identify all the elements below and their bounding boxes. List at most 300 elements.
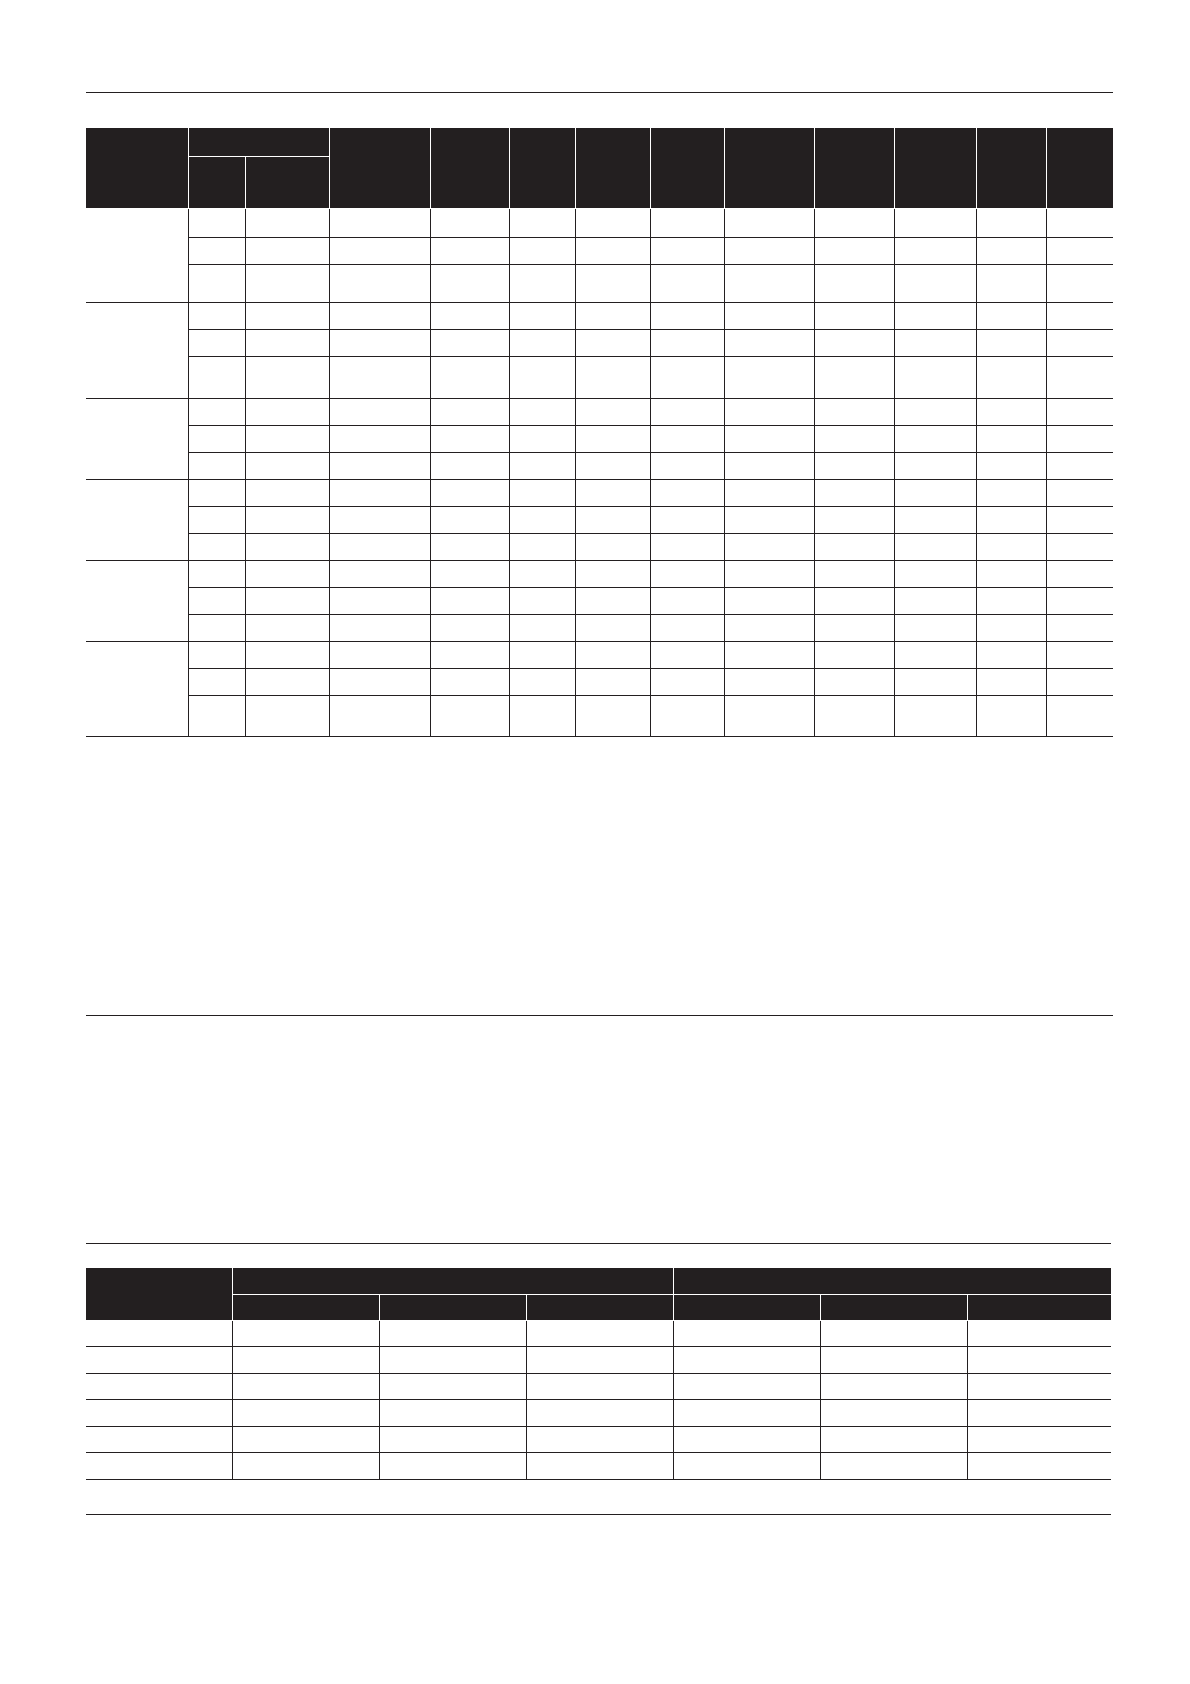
table-cell: [673, 1453, 820, 1480]
table-cell: [894, 560, 976, 587]
table-cell: [509, 302, 575, 329]
header-subcell: [232, 1294, 379, 1320]
table-row: [86, 641, 1113, 668]
section-rule: [86, 1243, 1111, 1244]
table-cell: [814, 641, 894, 668]
table-body: [86, 208, 1113, 736]
header-cell: [430, 128, 509, 208]
table-cell: [188, 452, 245, 479]
table-cell: [1046, 533, 1113, 560]
table-cell: [329, 302, 430, 329]
table-cell: [1046, 302, 1113, 329]
table-cell: [650, 479, 724, 506]
header-group-cell: [188, 128, 329, 156]
table-cell: [329, 398, 430, 425]
table-cell: [232, 1400, 379, 1427]
table-cell: [976, 398, 1046, 425]
table-cell: [650, 641, 724, 668]
table-cell: [650, 208, 724, 237]
table-cell: [188, 302, 245, 329]
table-cell: [509, 208, 575, 237]
table-cell: [329, 560, 430, 587]
table-cell: [575, 506, 650, 533]
table-row: [86, 506, 1113, 533]
table-cell: [976, 641, 1046, 668]
table-cell: [1046, 614, 1113, 641]
table-cell: [509, 668, 575, 695]
table-row: [86, 1426, 1111, 1453]
table-cell: [188, 695, 245, 736]
table-cell: [894, 641, 976, 668]
table-row: [86, 237, 1113, 264]
header-subcell: [967, 1294, 1111, 1320]
table-row: [86, 1347, 1111, 1374]
table-cell: [329, 695, 430, 736]
table-cell: [1046, 237, 1113, 264]
table-cell: [894, 533, 976, 560]
table-cell: [724, 479, 814, 506]
table-cell: [575, 356, 650, 398]
table-cell: [509, 398, 575, 425]
table-cell: [976, 479, 1046, 506]
table-cell: [329, 425, 430, 452]
table-cell: [379, 1320, 526, 1347]
table-cell: [430, 506, 509, 533]
table-cell: [1046, 560, 1113, 587]
table-cell: [1046, 398, 1113, 425]
table-row: [86, 1373, 1111, 1400]
table-cell: [526, 1453, 673, 1480]
table-cell: [509, 695, 575, 736]
table-cell: [430, 302, 509, 329]
table-cell: [894, 506, 976, 533]
table-cell: [245, 614, 329, 641]
table-cell: [329, 641, 430, 668]
table-row: [86, 695, 1113, 736]
table-row: [86, 587, 1113, 614]
table-cell: [820, 1453, 967, 1480]
summary-table: [86, 1268, 1111, 1480]
header-cell: [650, 128, 724, 208]
table-cell: [575, 425, 650, 452]
header-cell: [86, 128, 188, 208]
table-cell: [814, 329, 894, 356]
table-cell: [976, 237, 1046, 264]
table-cell: [894, 398, 976, 425]
row-label-cell: [86, 1373, 232, 1400]
table-cell: [894, 425, 976, 452]
table-cell: [673, 1400, 820, 1427]
table-cell: [814, 506, 894, 533]
table-cell: [724, 560, 814, 587]
table-cell: [650, 452, 724, 479]
table-cell: [814, 695, 894, 736]
table-cell: [509, 425, 575, 452]
table-cell: [673, 1426, 820, 1453]
table-cell: [894, 668, 976, 695]
table-row: [86, 208, 1113, 237]
table-cell: [430, 560, 509, 587]
table-body: [86, 1320, 1111, 1479]
header-cell: [575, 128, 650, 208]
table-cell: [188, 506, 245, 533]
table-cell: [650, 356, 724, 398]
table-cell: [894, 587, 976, 614]
table-cell: [1046, 587, 1113, 614]
header-group-cell: [673, 1268, 1111, 1294]
table-cell: [650, 560, 724, 587]
header-cell: [329, 128, 430, 208]
table-cell: [188, 398, 245, 425]
row-label-cell: [86, 1320, 232, 1347]
table-cell: [976, 208, 1046, 237]
table-cell: [673, 1347, 820, 1374]
table-cell: [814, 533, 894, 560]
table-cell: [575, 641, 650, 668]
table-cell: [976, 506, 1046, 533]
group-label-cell: [86, 560, 188, 641]
table-cell: [430, 237, 509, 264]
table-cell: [430, 587, 509, 614]
table-row: [86, 1320, 1111, 1347]
header-subcell: [820, 1294, 967, 1320]
table-cell: [673, 1373, 820, 1400]
group-label-cell: [86, 641, 188, 736]
table-cell: [379, 1426, 526, 1453]
table-cell: [724, 425, 814, 452]
table-cell: [575, 614, 650, 641]
row-label-cell: [86, 1453, 232, 1480]
table-cell: [724, 237, 814, 264]
table-cell: [650, 614, 724, 641]
header-cell: [509, 128, 575, 208]
table-cell: [509, 479, 575, 506]
table-cell: [894, 302, 976, 329]
table-cell: [650, 329, 724, 356]
table-cell: [976, 329, 1046, 356]
table-cell: [245, 264, 329, 302]
table-cell: [575, 264, 650, 302]
table-cell: [245, 329, 329, 356]
table-cell: [245, 695, 329, 736]
table-cell: [329, 668, 430, 695]
table-cell: [188, 329, 245, 356]
table-cell: [894, 695, 976, 736]
table-cell: [650, 668, 724, 695]
table-cell: [245, 479, 329, 506]
table-cell: [188, 641, 245, 668]
table-cell: [509, 614, 575, 641]
table-cell: [329, 264, 430, 302]
table-cell: [814, 587, 894, 614]
header-subcell: [673, 1294, 820, 1320]
table-header: [86, 1268, 1111, 1320]
table-cell: [724, 695, 814, 736]
table-cell: [967, 1373, 1111, 1400]
table-cell: [329, 237, 430, 264]
table-cell: [814, 237, 894, 264]
table-cell: [430, 641, 509, 668]
table-cell: [232, 1453, 379, 1480]
table-cell: [188, 356, 245, 398]
table-cell: [575, 237, 650, 264]
table-cell: [1046, 264, 1113, 302]
table-cell: [188, 533, 245, 560]
table-cell: [575, 398, 650, 425]
specification-table: [86, 128, 1113, 737]
table-cell: [976, 356, 1046, 398]
table-cell: [430, 329, 509, 356]
table-cell: [724, 208, 814, 237]
table-cell: [245, 641, 329, 668]
table-cell: [814, 264, 894, 302]
table-cell: [820, 1426, 967, 1453]
group-label-cell: [86, 302, 188, 398]
table-cell: [232, 1373, 379, 1400]
table-cell: [575, 479, 650, 506]
table-cell: [820, 1320, 967, 1347]
table-cell: [1046, 695, 1113, 736]
table-row: [86, 398, 1113, 425]
bottom-rule: [86, 1514, 1111, 1515]
table-cell: [245, 425, 329, 452]
table-cell: [976, 587, 1046, 614]
table-cell: [509, 329, 575, 356]
table-cell: [724, 329, 814, 356]
table-cell: [430, 398, 509, 425]
header-cell: [814, 128, 894, 208]
table-cell: [967, 1320, 1111, 1347]
table-cell: [509, 560, 575, 587]
table-cell: [188, 668, 245, 695]
table-cell: [650, 506, 724, 533]
table-cell: [976, 264, 1046, 302]
header-cell: [724, 128, 814, 208]
group-label-cell: [86, 208, 188, 302]
table-row: [86, 1453, 1111, 1480]
table-cell: [526, 1400, 673, 1427]
row-label-cell: [86, 1400, 232, 1427]
header-cell: [1046, 128, 1113, 208]
table-cell: [814, 560, 894, 587]
table-cell: [894, 356, 976, 398]
table-cell: [430, 533, 509, 560]
table-cell: [976, 452, 1046, 479]
table-cell: [650, 587, 724, 614]
table-cell: [379, 1373, 526, 1400]
table-cell: [575, 208, 650, 237]
table-cell: [976, 695, 1046, 736]
table-cell: [575, 452, 650, 479]
group-label-cell: [86, 479, 188, 560]
table-cell: [820, 1347, 967, 1374]
table-cell: [379, 1400, 526, 1427]
table-cell: [509, 264, 575, 302]
table-cell: [894, 237, 976, 264]
table-cell: [245, 452, 329, 479]
header-cell: [86, 1268, 232, 1320]
table-cell: [724, 452, 814, 479]
table-cell: [650, 302, 724, 329]
table-cell: [894, 614, 976, 641]
table-cell: [1046, 356, 1113, 398]
table-cell: [724, 302, 814, 329]
table-cell: [188, 237, 245, 264]
table-cell: [575, 668, 650, 695]
table-cell: [509, 533, 575, 560]
table-cell: [245, 533, 329, 560]
table-cell: [509, 452, 575, 479]
table-cell: [1046, 425, 1113, 452]
table-row: [86, 1400, 1111, 1427]
table-cell: [232, 1320, 379, 1347]
table-cell: [967, 1453, 1111, 1480]
table-row: [86, 479, 1113, 506]
table-cell: [232, 1347, 379, 1374]
table-cell: [724, 587, 814, 614]
table-cell: [188, 614, 245, 641]
table-cell: [1046, 641, 1113, 668]
table-cell: [967, 1347, 1111, 1374]
header-cell: [976, 128, 1046, 208]
table-cell: [430, 208, 509, 237]
table-cell: [379, 1347, 526, 1374]
table-cell: [575, 560, 650, 587]
table-cell: [1046, 329, 1113, 356]
header-subcell: [188, 156, 245, 208]
group-label-cell: [86, 398, 188, 479]
table-cell: [650, 695, 724, 736]
table-cell: [724, 641, 814, 668]
table-cell: [814, 302, 894, 329]
table-cell: [245, 302, 329, 329]
table-cell: [509, 641, 575, 668]
table-cell: [650, 264, 724, 302]
table-row: [86, 452, 1113, 479]
table-cell: [673, 1320, 820, 1347]
table-cell: [379, 1453, 526, 1480]
table-cell: [814, 614, 894, 641]
table-cell: [814, 398, 894, 425]
table-cell: [188, 264, 245, 302]
row-label-cell: [86, 1347, 232, 1374]
table-cell: [650, 425, 724, 452]
table-cell: [575, 695, 650, 736]
table-row: [86, 533, 1113, 560]
table-header: [86, 128, 1113, 208]
table-cell: [245, 560, 329, 587]
table-cell: [1046, 208, 1113, 237]
table-cell: [188, 479, 245, 506]
table-cell: [976, 560, 1046, 587]
table-cell: [820, 1373, 967, 1400]
table-cell: [650, 398, 724, 425]
header-subcell: [245, 156, 329, 208]
table-cell: [724, 398, 814, 425]
row-label-cell: [86, 1426, 232, 1453]
table-cell: [245, 668, 329, 695]
table-row: [86, 425, 1113, 452]
table-cell: [188, 425, 245, 452]
table-cell: [814, 452, 894, 479]
table-cell: [650, 237, 724, 264]
table-row: [86, 560, 1113, 587]
table-cell: [976, 668, 1046, 695]
table-row: [86, 329, 1113, 356]
table-cell: [188, 208, 245, 237]
table-cell: [967, 1426, 1111, 1453]
table-cell: [814, 668, 894, 695]
table-cell: [329, 329, 430, 356]
table-cell: [509, 506, 575, 533]
table-cell: [814, 425, 894, 452]
table-cell: [1046, 668, 1113, 695]
table-cell: [894, 208, 976, 237]
table-cell: [329, 533, 430, 560]
header-subcell: [526, 1294, 673, 1320]
table-cell: [976, 425, 1046, 452]
header-cell: [894, 128, 976, 208]
table-cell: [329, 208, 430, 237]
table-cell: [430, 614, 509, 641]
table-cell: [245, 237, 329, 264]
table-cell: [575, 302, 650, 329]
table-cell: [430, 479, 509, 506]
table-cell: [430, 264, 509, 302]
table-cell: [724, 506, 814, 533]
table-cell: [724, 356, 814, 398]
table-cell: [894, 264, 976, 302]
table-cell: [976, 533, 1046, 560]
table-cell: [329, 614, 430, 641]
table-cell: [814, 479, 894, 506]
table-cell: [245, 208, 329, 237]
table-cell: [430, 425, 509, 452]
table-cell: [509, 356, 575, 398]
table-cell: [650, 533, 724, 560]
table-cell: [430, 452, 509, 479]
table-row: [86, 356, 1113, 398]
table-cell: [724, 614, 814, 641]
table-cell: [526, 1426, 673, 1453]
table-cell: [245, 587, 329, 614]
table-cell: [894, 329, 976, 356]
table-cell: [814, 208, 894, 237]
table-cell: [1046, 479, 1113, 506]
table-cell: [329, 452, 430, 479]
table-cell: [232, 1426, 379, 1453]
table-cell: [894, 479, 976, 506]
table-cell: [976, 302, 1046, 329]
table-row: [86, 614, 1113, 641]
header-group-cell: [232, 1268, 673, 1294]
section-rule: [86, 1015, 1113, 1016]
table-cell: [329, 479, 430, 506]
table-cell: [509, 237, 575, 264]
table-cell: [430, 668, 509, 695]
table-row: [86, 264, 1113, 302]
table-cell: [245, 506, 329, 533]
table-cell: [1046, 506, 1113, 533]
table-cell: [724, 533, 814, 560]
top-rule: [86, 92, 1113, 93]
table-cell: [894, 452, 976, 479]
table-cell: [575, 587, 650, 614]
table-cell: [188, 560, 245, 587]
table-cell: [329, 506, 430, 533]
header-subcell: [379, 1294, 526, 1320]
table-cell: [329, 587, 430, 614]
